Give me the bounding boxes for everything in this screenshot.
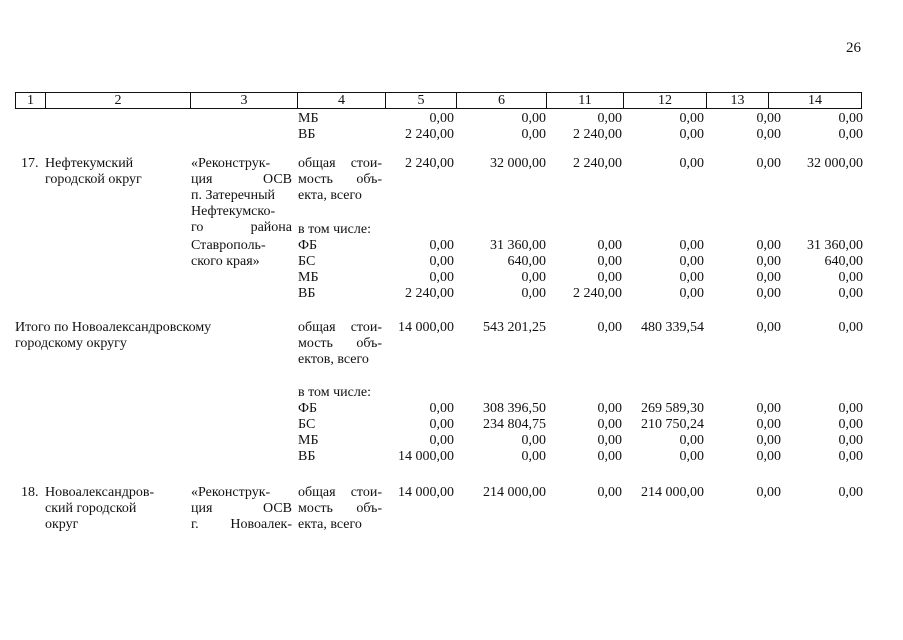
header-cell-col-1: 1 (16, 93, 46, 108)
r15-object-line-3: г. Новоалек- (191, 517, 292, 532)
r12-c14: 0,00 (838, 417, 863, 432)
r2-c6: 0,00 (521, 127, 546, 142)
r2-c12: 0,00 (679, 127, 704, 142)
r11-c12: 269 589,30 (641, 401, 704, 416)
r1-c4: МБ (298, 111, 319, 126)
r12-c11: 0,00 (597, 417, 622, 432)
r12-c13: 0,00 (756, 417, 781, 432)
page-number: 26 (846, 40, 861, 56)
r1-c14: 0,00 (838, 111, 863, 126)
r3-object-line-3: п. Затеречный (191, 188, 275, 203)
r14-c14: 0,00 (838, 449, 863, 464)
header-cell-col-14: 14 (808, 93, 822, 108)
r8-c12: 0,00 (679, 286, 704, 301)
r3-object-line-2: ция ОСВ (191, 172, 292, 187)
r12-c6: 234 804,75 (483, 417, 546, 432)
r8-c13: 0,00 (756, 286, 781, 301)
r3-c11: 2 240,00 (573, 156, 622, 171)
r3-c5: 2 240,00 (405, 156, 454, 171)
r13-c13: 0,00 (756, 433, 781, 448)
r8-c4: ВБ (298, 286, 316, 301)
r7-c12: 0,00 (679, 270, 704, 285)
r7-c6: 0,00 (521, 270, 546, 285)
r3-object-line-6: Ставрополь- (191, 238, 266, 253)
r7-c4: МБ (298, 270, 319, 285)
r13-c5: 0,00 (429, 433, 454, 448)
header-cell-col-4: 4 (298, 93, 386, 108)
r1-c12: 0,00 (679, 111, 704, 126)
r15-c11: 0,00 (597, 485, 622, 500)
r2-c13: 0,00 (756, 127, 781, 142)
header-cell-col-5: 5 (386, 93, 457, 108)
r6-c14: 640,00 (824, 254, 863, 269)
r6-c13: 0,00 (756, 254, 781, 269)
r15-c6: 214 000,00 (483, 485, 546, 500)
r14-c6: 0,00 (521, 449, 546, 464)
r10-including-label: в том числе: (298, 385, 371, 400)
r3-object-line-7: ского края» (191, 254, 260, 269)
r3-municipality-line-2: городской округ (45, 172, 142, 187)
r8-c6: 0,00 (521, 286, 546, 301)
r14-c13: 0,00 (756, 449, 781, 464)
r11-c13: 0,00 (756, 401, 781, 416)
r15-c14: 0,00 (838, 485, 863, 500)
r15-cost-label-line-2: мость объ- (298, 501, 382, 516)
r15-c13: 0,00 (756, 485, 781, 500)
r5-c4: ФБ (298, 238, 318, 253)
r3-cost-label-line-2: мость объ- (298, 172, 382, 187)
r9-c14: 0,00 (838, 320, 863, 335)
header-cell-col-12: 12 (624, 93, 707, 108)
r5-c14: 31 360,00 (807, 238, 863, 253)
r11-c11: 0,00 (597, 401, 622, 416)
r15-municipality-line-3: округ (45, 517, 79, 532)
r9-c6: 543 201,25 (483, 320, 546, 335)
header-cell-col-6: 6 (457, 93, 547, 108)
r15-c12: 214 000,00 (641, 485, 704, 500)
r3-c13: 0,00 (756, 156, 781, 171)
r5-c6: 31 360,00 (490, 238, 546, 253)
header-cell-col-13: 13 (707, 93, 769, 108)
r2-c5: 2 240,00 (405, 127, 454, 142)
r9-total-label-line-1: Итого по Новоалександровскому (15, 320, 212, 335)
r3-c6: 32 000,00 (490, 156, 546, 171)
r14-c11: 0,00 (597, 449, 622, 464)
r9-cost-label-line-1: общая стои- (298, 320, 382, 335)
r9-cost-label-line-3: ектов, всего (298, 352, 369, 367)
r9-c11: 0,00 (597, 320, 622, 335)
r9-c13: 0,00 (756, 320, 781, 335)
r9-c12: 480 339,54 (641, 320, 704, 335)
r5-c13: 0,00 (756, 238, 781, 253)
r5-c11: 0,00 (597, 238, 622, 253)
r3-c14: 32 000,00 (807, 156, 863, 171)
header-cell-col-2: 2 (46, 93, 191, 108)
r9-cost-label-line-2: мость объ- (298, 336, 382, 351)
r6-c6: 640,00 (507, 254, 546, 269)
r15-object-line-2: ция ОСВ (191, 501, 292, 516)
r14-c12: 0,00 (679, 449, 704, 464)
r7-c11: 0,00 (597, 270, 622, 285)
r15-municipality-line-1: Новоалександров- (45, 485, 155, 500)
r3-cost-label-line-3: екта, всего (298, 188, 362, 203)
header-cell-col-11: 11 (547, 93, 624, 108)
r14-c5: 14 000,00 (398, 449, 454, 464)
r3-object-line-4: Нефтекумско- (191, 204, 276, 219)
r11-c4: ФБ (298, 401, 318, 416)
r13-c11: 0,00 (597, 433, 622, 448)
r1-c11: 0,00 (597, 111, 622, 126)
r11-c6: 308 396,50 (483, 401, 546, 416)
r6-c11: 0,00 (597, 254, 622, 269)
r3-row-number: 17. (21, 156, 39, 171)
r12-c12: 210 750,24 (641, 417, 704, 432)
r5-c5: 0,00 (429, 238, 454, 253)
r13-c14: 0,00 (838, 433, 863, 448)
r5-c12: 0,00 (679, 238, 704, 253)
r13-c6: 0,00 (521, 433, 546, 448)
r11-c14: 0,00 (838, 401, 863, 416)
r1-c5: 0,00 (429, 111, 454, 126)
r12-c5: 0,00 (429, 417, 454, 432)
r11-c5: 0,00 (429, 401, 454, 416)
r15-object-line-1: «Реконструк- (191, 485, 271, 500)
r6-c5: 0,00 (429, 254, 454, 269)
r6-c12: 0,00 (679, 254, 704, 269)
r15-row-number: 18. (21, 485, 39, 500)
r8-c14: 0,00 (838, 286, 863, 301)
r7-c13: 0,00 (756, 270, 781, 285)
r9-c5: 14 000,00 (398, 320, 454, 335)
r2-c14: 0,00 (838, 127, 863, 142)
r7-c5: 0,00 (429, 270, 454, 285)
r1-c13: 0,00 (756, 111, 781, 126)
r15-c5: 14 000,00 (398, 485, 454, 500)
r15-cost-label-line-1: общая стои- (298, 485, 382, 500)
r3-object-line-1: «Реконструк- (191, 156, 271, 171)
r3-c12: 0,00 (679, 156, 704, 171)
r15-municipality-line-2: ский городской (45, 501, 137, 516)
r7-c14: 0,00 (838, 270, 863, 285)
r4-including-label: в том числе: (298, 222, 371, 237)
r2-c4: ВБ (298, 127, 316, 142)
r6-c4: БС (298, 254, 316, 269)
table-header-row (15, 92, 862, 109)
r9-total-label-line-2: городскому округу (15, 336, 127, 351)
r13-c12: 0,00 (679, 433, 704, 448)
header-cell-col-3: 3 (191, 93, 298, 108)
r3-municipality-line-1: Нефтекумский (45, 156, 134, 171)
r2-c11: 2 240,00 (573, 127, 622, 142)
r14-c4: ВБ (298, 449, 316, 464)
r13-c4: МБ (298, 433, 319, 448)
r8-c5: 2 240,00 (405, 286, 454, 301)
r1-c6: 0,00 (521, 111, 546, 126)
r8-c11: 2 240,00 (573, 286, 622, 301)
r15-cost-label-line-3: екта, всего (298, 517, 362, 532)
r12-c4: БС (298, 417, 316, 432)
r3-cost-label-line-1: общая стои- (298, 156, 382, 171)
r3-object-line-5: го района (191, 220, 292, 235)
